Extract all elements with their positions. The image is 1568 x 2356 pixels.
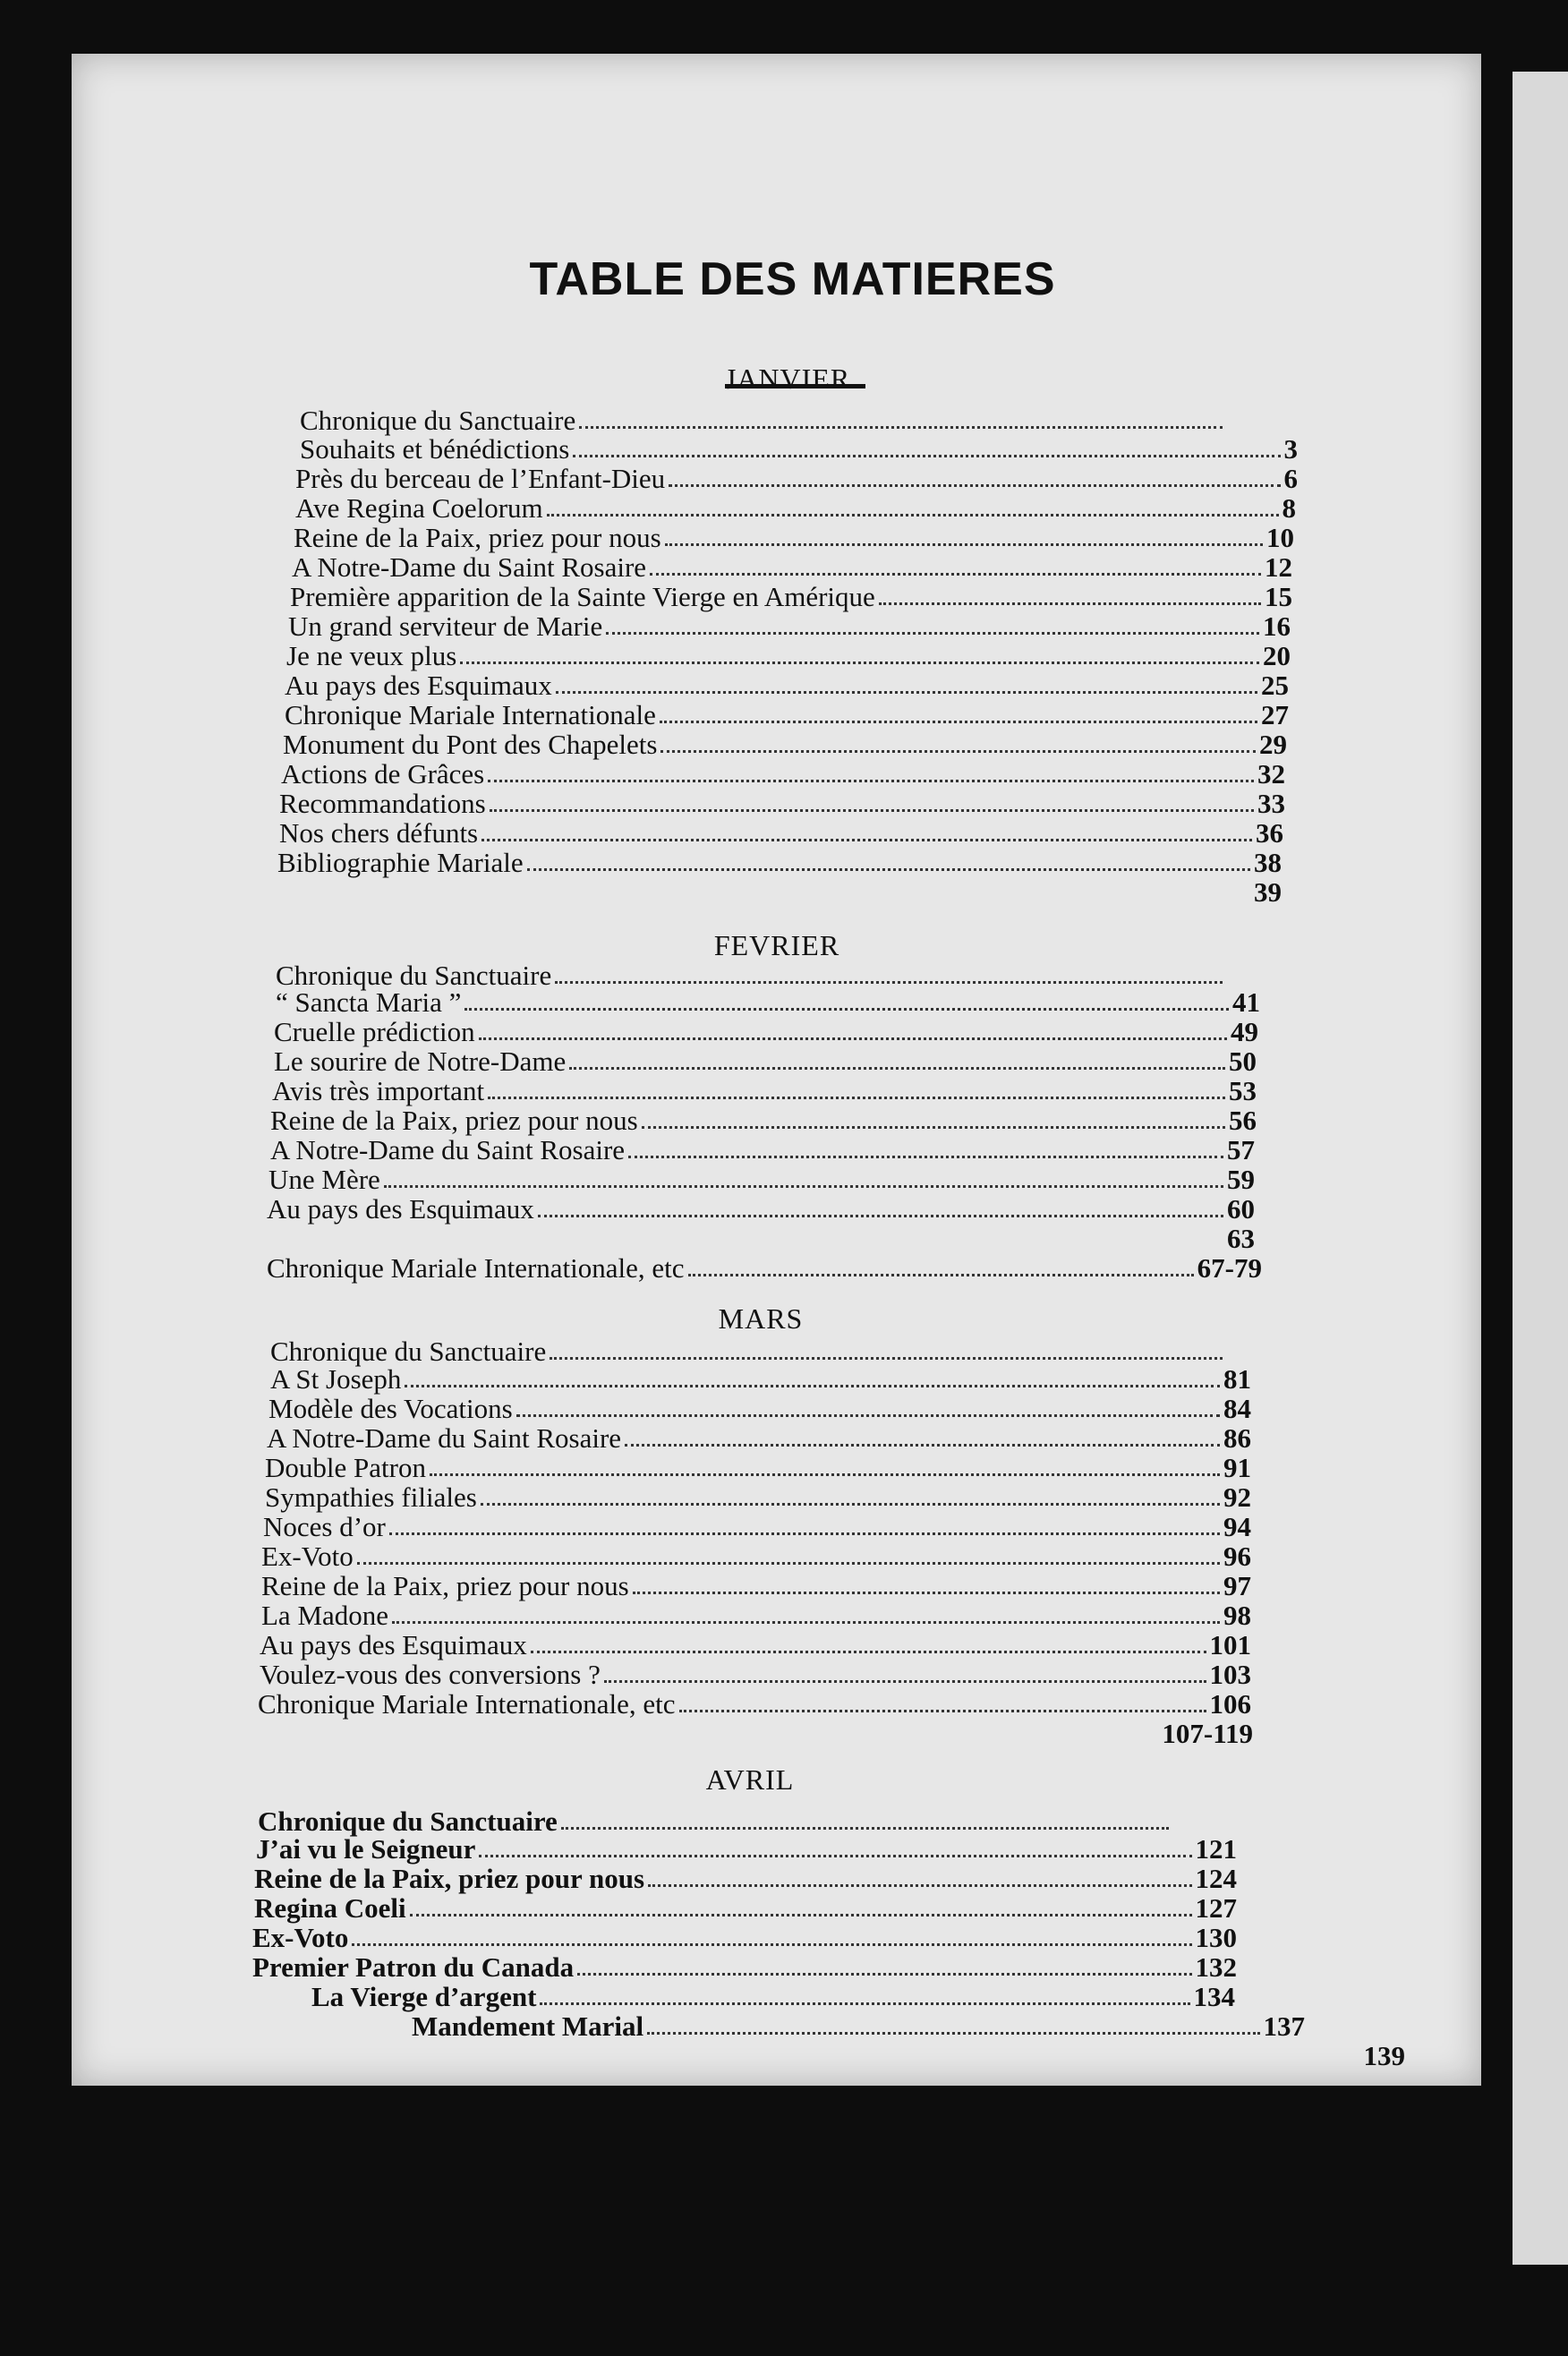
toc-entry-title: Regina Coeli bbox=[254, 1892, 406, 1924]
toc-entry-title: Premier Patron du Canada bbox=[252, 1951, 575, 1983]
toc-entry-title: Voulez-vous des conversions ? bbox=[260, 1659, 601, 1690]
toc-entry-page: 92 bbox=[1223, 1481, 1251, 1513]
toc-entry-page: 94 bbox=[1223, 1511, 1251, 1542]
toc-entry-page: 33 bbox=[1257, 788, 1285, 819]
dot-leader bbox=[481, 1503, 1220, 1506]
toc-entry-title: Reine de la Paix, priez pour nous bbox=[270, 1105, 638, 1136]
dot-leader bbox=[547, 514, 1279, 516]
toc-entry bbox=[295, 461, 1298, 492]
toc-entry-page: 50 bbox=[1229, 1046, 1257, 1077]
toc-entry-title: Première apparition de la Sainte Vierge en Amérique bbox=[290, 581, 875, 612]
toc-entry-page: 130 bbox=[1195, 1922, 1237, 1953]
toc-entry bbox=[290, 579, 1292, 610]
toc-entry bbox=[311, 1979, 1235, 2010]
toc-entry-title: Chronique du Sanctuaire bbox=[270, 1336, 547, 1367]
dot-leader bbox=[642, 1126, 1225, 1129]
toc-entry-title: A Notre-Dame du Saint Rosaire bbox=[292, 551, 647, 583]
dot-leader bbox=[410, 1914, 1192, 1916]
dot-leader bbox=[660, 721, 1257, 723]
dot-leader bbox=[606, 632, 1259, 635]
toc-entry bbox=[274, 1044, 1257, 1075]
toc-entry-title: Reine de la Paix, priez pour nous bbox=[261, 1570, 629, 1601]
toc-entry-page: 27 bbox=[1261, 699, 1289, 730]
toc-entry bbox=[261, 1568, 1251, 1600]
toc-entry bbox=[412, 2038, 1405, 2070]
dot-leader bbox=[481, 839, 1252, 841]
dot-leader bbox=[648, 1884, 1191, 1887]
toc-entry-page: 132 bbox=[1195, 1951, 1237, 1983]
toc-entry-page: 60 bbox=[1227, 1193, 1255, 1225]
dot-leader bbox=[633, 1592, 1220, 1594]
toc-entry-page: 63 bbox=[1227, 1223, 1255, 1254]
toc-entry-title: A St Joseph bbox=[270, 1363, 402, 1395]
toc-entry-title: Double Patron bbox=[265, 1452, 426, 1483]
toc-entry-title: Bibliographie Mariale bbox=[277, 847, 524, 878]
toc-entry-title: Noces d’or bbox=[263, 1511, 386, 1542]
toc-entry-title: Une Mère bbox=[268, 1164, 380, 1195]
dot-leader bbox=[538, 1215, 1223, 1217]
toc-entry bbox=[254, 1891, 1237, 1922]
toc-entry-page: 96 bbox=[1223, 1541, 1251, 1572]
toc-entry-page: 101 bbox=[1209, 1629, 1251, 1660]
toc-entry-page: 57 bbox=[1227, 1134, 1255, 1165]
toc-entry-page: 49 bbox=[1231, 1016, 1258, 1047]
toc-entry bbox=[279, 815, 1283, 847]
dot-leader bbox=[569, 1067, 1225, 1070]
toc-entry bbox=[265, 1450, 1251, 1481]
toc-entry-title: Avis très important bbox=[272, 1075, 485, 1106]
dot-leader bbox=[669, 484, 1280, 487]
dot-leader bbox=[389, 1532, 1220, 1535]
toc-entry bbox=[258, 1716, 1253, 1747]
toc-entry-page: 32 bbox=[1257, 758, 1285, 790]
toc-entry-page: 139 bbox=[1363, 2040, 1405, 2071]
toc-entry-page: 124 bbox=[1195, 1863, 1237, 1894]
document-page bbox=[72, 54, 1481, 2086]
dot-leader bbox=[479, 1037, 1227, 1040]
toc-entry-title: Le sourire de Notre-Dame bbox=[274, 1046, 567, 1077]
dot-leader bbox=[540, 2002, 1189, 2005]
toc-entry-title: Reine de la Paix, priez pour nous bbox=[294, 522, 661, 553]
toc-entry-page: 137 bbox=[1263, 2010, 1305, 2042]
toc-entry-page: 15 bbox=[1265, 581, 1292, 612]
toc-entry-page: 10 bbox=[1266, 522, 1294, 553]
toc-entry-title: Près du berceau de l’Enfant-Dieu bbox=[295, 463, 666, 494]
toc-entry-page: 3 bbox=[1283, 433, 1298, 465]
toc-entry-title: Chronique Mariale Internationale bbox=[285, 699, 656, 730]
toc-entry-title: Sympathies filiales bbox=[265, 1481, 477, 1513]
toc-entry-title: J’ai vu le Seigneur bbox=[256, 1833, 476, 1865]
dot-leader bbox=[688, 1274, 1194, 1276]
toc-entry-title: Je ne veux plus bbox=[286, 640, 457, 671]
dot-leader bbox=[479, 1855, 1191, 1857]
toc-entry-page: 39 bbox=[1254, 876, 1282, 908]
toc-entry-title: Au pays des Esquimaux bbox=[267, 1193, 534, 1225]
toc-entry bbox=[265, 1480, 1251, 1511]
toc-entry-title: Chronique du Sanctuaire bbox=[258, 1805, 558, 1837]
toc-entry bbox=[267, 1251, 1262, 1282]
dot-leader bbox=[573, 455, 1280, 457]
toc-entry-title: Cruelle prédiction bbox=[274, 1016, 475, 1047]
toc-entry-page: 97 bbox=[1223, 1570, 1251, 1601]
table-of-contents bbox=[72, 54, 1481, 2086]
toc-entry bbox=[288, 609, 1291, 640]
toc-entry-title: Chronique Mariale Internationale, etc bbox=[258, 1688, 676, 1720]
toc-entry-title: A Notre-Dame du Saint Rosaire bbox=[267, 1422, 622, 1454]
toc-entry bbox=[270, 1362, 1251, 1393]
dot-leader bbox=[555, 981, 1223, 984]
dot-leader bbox=[531, 1651, 1206, 1653]
toc-entry bbox=[268, 1162, 1255, 1193]
toc-entry-title: A Notre-Dame du Saint Rosaire bbox=[270, 1134, 626, 1165]
dot-leader bbox=[464, 1008, 1229, 1011]
toc-entry-page: 91 bbox=[1223, 1452, 1251, 1483]
toc-entry-title: Reine de la Paix, priez pour nous bbox=[254, 1863, 645, 1894]
toc-entry bbox=[252, 1950, 1237, 1981]
toc-entry-page: 98 bbox=[1223, 1600, 1251, 1631]
toc-entry-title: Monument du Pont des Chapelets bbox=[283, 729, 658, 760]
dot-leader bbox=[647, 2032, 1259, 2035]
toc-entry bbox=[274, 1014, 1258, 1046]
section-heading-fevrier: FEVRIER bbox=[713, 929, 840, 961]
toc-entry-title: Nos chers défunts bbox=[279, 817, 479, 849]
toc-entry-page: 12 bbox=[1265, 551, 1292, 583]
page-title: TABLE DES MATIERES bbox=[529, 253, 1056, 305]
dot-leader bbox=[460, 662, 1259, 664]
dot-leader bbox=[665, 543, 1263, 546]
dot-leader bbox=[527, 868, 1250, 871]
toc-entry-page: 29 bbox=[1259, 729, 1287, 760]
toc-entry-title: Chronique Mariale Internationale, etc bbox=[267, 1252, 685, 1284]
dot-leader bbox=[625, 1444, 1220, 1447]
toc-entry bbox=[281, 756, 1285, 788]
toc-entry bbox=[258, 1686, 1251, 1718]
toc-entry bbox=[276, 985, 1260, 1016]
toc-entry-page: 81 bbox=[1223, 1363, 1251, 1395]
dot-leader bbox=[488, 1097, 1225, 1099]
section-heading-avril: AVRIL bbox=[705, 1763, 795, 1796]
toc-entry bbox=[260, 1657, 1251, 1688]
dot-leader bbox=[516, 1414, 1220, 1417]
dot-leader bbox=[357, 1562, 1220, 1565]
dot-leader bbox=[604, 1680, 1206, 1683]
dot-leader bbox=[556, 691, 1257, 694]
toc-entry bbox=[277, 875, 1282, 906]
toc-entry bbox=[285, 668, 1289, 699]
section-heading-mars: MARS bbox=[718, 1302, 804, 1335]
toc-entry bbox=[270, 1132, 1255, 1164]
toc-entry-title: “ Sancta Maria ” bbox=[276, 986, 462, 1018]
toc-entry bbox=[300, 431, 1298, 463]
toc-entry bbox=[270, 1334, 1226, 1365]
toc-entry-page: 53 bbox=[1229, 1075, 1257, 1106]
facing-page-edge bbox=[1513, 72, 1568, 2265]
toc-entry bbox=[268, 1391, 1251, 1422]
toc-entry bbox=[261, 1539, 1251, 1570]
toc-entry bbox=[267, 1191, 1255, 1223]
toc-entry bbox=[277, 845, 1282, 876]
dot-leader bbox=[392, 1621, 1220, 1624]
toc-entry bbox=[263, 1509, 1251, 1541]
toc-entry bbox=[270, 1103, 1257, 1134]
toc-entry-page: 86 bbox=[1223, 1422, 1251, 1454]
toc-entry-title: La Madone bbox=[261, 1600, 389, 1631]
toc-entry bbox=[412, 2009, 1305, 2040]
toc-entry-page: 6 bbox=[1283, 463, 1298, 494]
toc-entry-title: Au pays des Esquimaux bbox=[285, 670, 552, 701]
toc-entry-title: Chronique du Sanctuaire bbox=[276, 960, 552, 991]
toc-entry bbox=[285, 697, 1289, 729]
toc-entry bbox=[294, 520, 1294, 551]
toc-entry bbox=[267, 1421, 1251, 1452]
dot-leader bbox=[405, 1385, 1220, 1387]
dot-leader bbox=[550, 1357, 1223, 1360]
toc-entry bbox=[292, 550, 1292, 581]
dot-leader bbox=[879, 602, 1261, 605]
dot-leader bbox=[660, 750, 1256, 753]
dot-leader bbox=[628, 1156, 1223, 1158]
toc-entry-title: Ave Regina Coelorum bbox=[295, 492, 543, 524]
dot-leader bbox=[430, 1473, 1220, 1476]
toc-entry-title: Actions de Grâces bbox=[281, 758, 485, 790]
toc-entry-title: Ex-Voto bbox=[252, 1922, 349, 1953]
dot-leader bbox=[561, 1827, 1169, 1830]
toc-entry bbox=[272, 1073, 1257, 1105]
toc-entry bbox=[267, 1221, 1255, 1252]
toc-entry bbox=[256, 1831, 1237, 1863]
toc-entry-page: 134 bbox=[1193, 1981, 1235, 2012]
dot-leader bbox=[679, 1710, 1206, 1712]
dot-leader bbox=[490, 809, 1254, 812]
toc-entry-page: 84 bbox=[1223, 1393, 1251, 1424]
toc-entry-page: 127 bbox=[1195, 1892, 1237, 1924]
toc-entry-page: 16 bbox=[1263, 610, 1291, 642]
toc-entry-page: 41 bbox=[1232, 986, 1260, 1018]
toc-entry-page: 121 bbox=[1195, 1833, 1237, 1865]
toc-entry-page: 56 bbox=[1229, 1105, 1257, 1136]
toc-entry-page: 8 bbox=[1282, 492, 1296, 524]
toc-entry-page: 67-79 bbox=[1197, 1252, 1262, 1284]
toc-entry-page: 20 bbox=[1263, 640, 1291, 671]
toc-entry-page: 38 bbox=[1254, 847, 1282, 878]
toc-entry bbox=[283, 727, 1287, 758]
dot-leader bbox=[650, 573, 1261, 576]
toc-entry bbox=[295, 491, 1296, 522]
section-heading-janvier: JANVIER bbox=[724, 363, 851, 395]
toc-entry-title: Souhaits et bénédictions bbox=[300, 433, 570, 465]
toc-entry-page: 103 bbox=[1209, 1659, 1251, 1690]
toc-entry bbox=[260, 1627, 1251, 1659]
toc-entry bbox=[261, 1598, 1251, 1629]
toc-entry-title: Mandement Marial bbox=[412, 2010, 644, 2042]
toc-entry-title: Un grand serviteur de Marie bbox=[288, 610, 603, 642]
toc-entry-page: 107-119 bbox=[1162, 1718, 1253, 1749]
toc-entry bbox=[254, 1861, 1237, 1892]
toc-entry-page: 106 bbox=[1209, 1688, 1251, 1720]
dot-leader bbox=[579, 426, 1223, 429]
toc-entry bbox=[258, 1804, 1172, 1835]
dot-leader bbox=[577, 1973, 1191, 1976]
dot-leader bbox=[488, 780, 1254, 782]
toc-entry-title: Au pays des Esquimaux bbox=[260, 1629, 527, 1660]
toc-entry-title: Chronique du Sanctuaire bbox=[300, 405, 576, 436]
dot-leader bbox=[384, 1185, 1223, 1188]
toc-entry-title: Recommandations bbox=[279, 788, 486, 819]
toc-entry bbox=[286, 638, 1291, 670]
toc-entry-title: La Vierge d’argent bbox=[311, 1981, 537, 2012]
toc-entry-page: 25 bbox=[1261, 670, 1289, 701]
toc-entry bbox=[300, 403, 1226, 434]
toc-entry bbox=[279, 786, 1285, 817]
toc-entry-title: Ex-Voto bbox=[261, 1541, 354, 1572]
toc-entry-page: 36 bbox=[1256, 817, 1283, 849]
toc-entry-title: Modèle des Vocations bbox=[268, 1393, 513, 1424]
toc-entry bbox=[252, 1920, 1237, 1951]
dot-leader bbox=[352, 1943, 1191, 1946]
toc-entry-page: 59 bbox=[1227, 1164, 1255, 1195]
